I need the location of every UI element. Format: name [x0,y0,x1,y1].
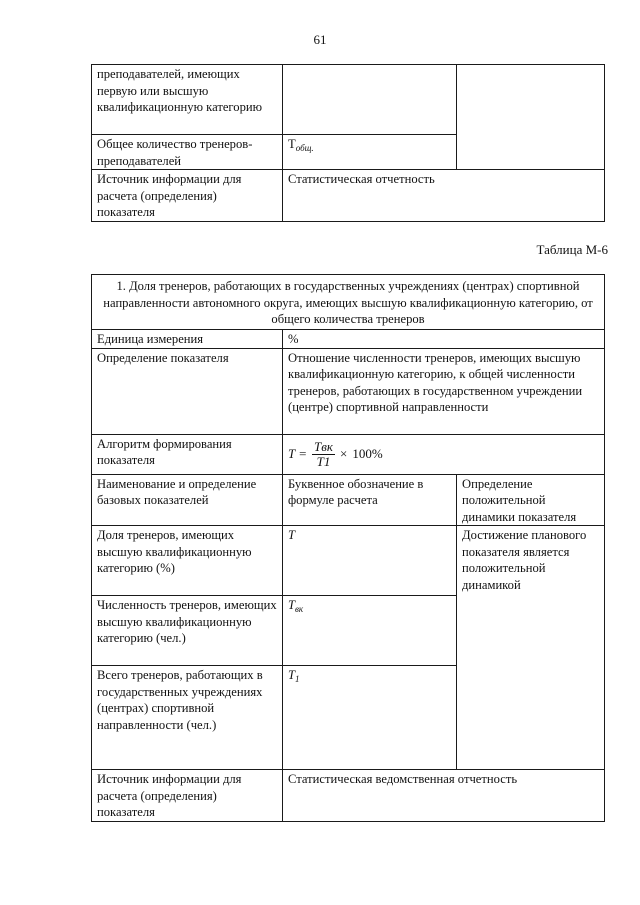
unit-label: Единица измерения [92,330,283,349]
formula-denominator: T1 [316,453,331,469]
symbol-subscript: общ. [295,143,314,153]
symbol-T: Т [288,137,296,151]
top-row-symbol-1 [283,65,457,135]
top-row-symbol-2 [283,135,457,170]
symbol-subscript: 1 [295,674,300,684]
definition-value: Отношение численности тренеров, имеющих высшую квалификационную категорию, к общей численности тренеров, работающих в государственном учреждении (центре) спортивной направленности [283,348,605,434]
top-row-label-1: преподавателей, имеющих первую или высшую квалификационную категорию [92,65,283,135]
top-dynamics-cell [457,65,605,170]
formula-cell [283,434,605,474]
base-row-name-1: Доля тренеров, имеющих высшую квалификационную категорию (%) [92,526,283,596]
formula-numerator: Tвк [314,438,333,454]
base-row-name-3: Всего тренеров, работающих в государственных учреждениях (центрах) спортивной направленности (чел.) [92,666,283,770]
source-value: Статистическая ведомственная отчетность [283,770,605,822]
page-number: 61 [313,32,327,47]
dynamics-text: Достижение планового показателя является положительной динамикой [457,526,605,770]
table-m6 [91,274,605,822]
table-label: Таблица М-6 [536,242,608,257]
header-name: Наименование и определение базовых показателей [92,474,283,526]
top-row-label-2: Общее количество тренеров-преподавателей [92,135,283,170]
indicator-title: 1. Доля тренеров, работающих в государственных учреждениях (центрах) спортивной направленности автономного округа, имеющих высшую квалификационную категорию, от общего количества тренеров [92,275,605,330]
formula-times: × [340,445,348,461]
header-dynamics: Определение положительной динамики показателя [457,474,605,526]
base-row-name-2: Численность тренеров, имеющих высшую квалификационную категорию (чел.) [92,596,283,666]
formula-lhs: T = [288,445,308,461]
top-source-value: Статистическая отчетность [283,170,605,222]
symbol-subscript: вк [295,604,304,614]
top-source-label: Источник информации для расчета (определения) показателя [92,170,283,222]
formula [288,440,383,469]
formula-fraction [312,440,335,469]
table-top-continuation [91,64,605,222]
header-symbol: Буквенное обозначение в формуле расчета [283,474,457,526]
symbol-T: T [288,528,296,542]
symbol-T: T [288,668,296,682]
unit-value: % [283,330,605,349]
base-row-symbol-2 [283,596,457,666]
base-row-symbol-1 [283,526,457,596]
algorithm-label: Алгоритм формирования показателя [92,434,283,474]
source-label: Источник информации для расчета (определения) показателя [92,770,283,822]
base-row-symbol-3 [283,666,457,770]
definition-label: Определение показателя [92,348,283,434]
formula-rhs: 100% [352,445,383,461]
symbol-T: T [288,598,296,612]
